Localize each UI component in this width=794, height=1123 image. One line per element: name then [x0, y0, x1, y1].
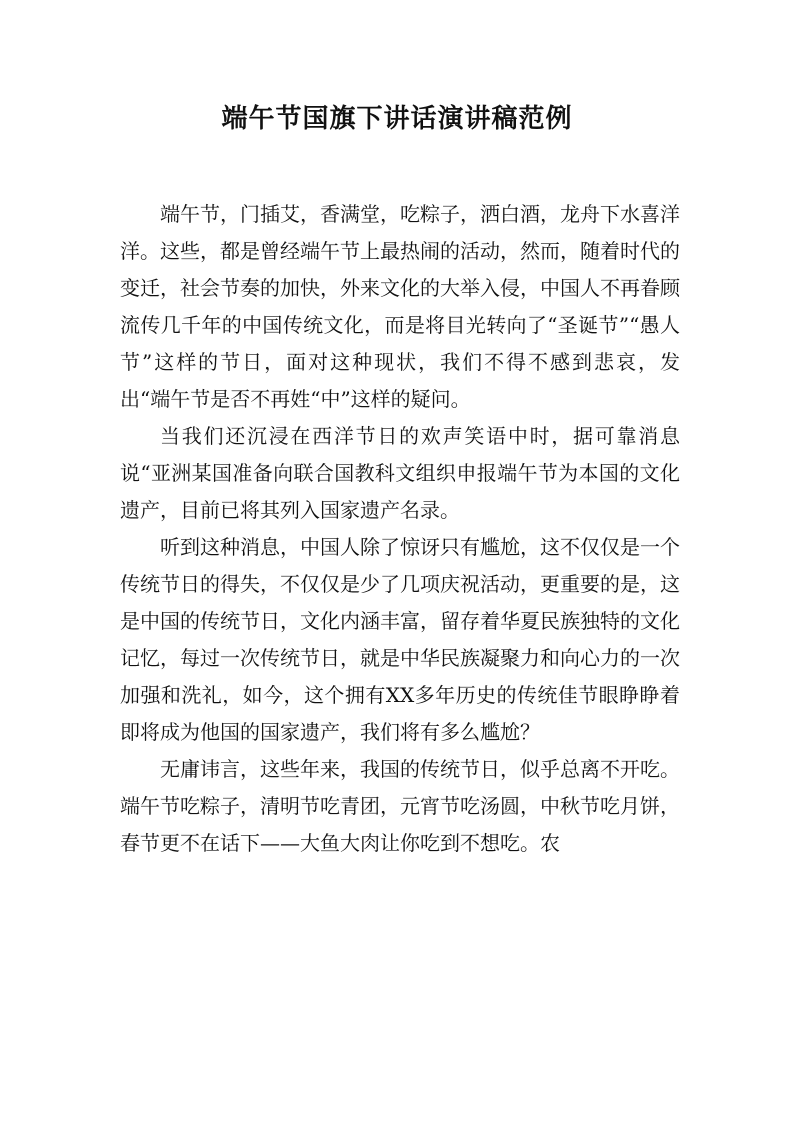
paragraph-1: 端午节，门插艾，香满堂，吃粽子，洒白酒，龙舟下水喜洋洋。这些，都是曾经端午节上最热闹的活动，然而，随着时代的变迁，社会节奏的加快，外来文化的大举入侵，中国人不再眷顾流传几千年的中国传统文化，而是将目光转向了“圣诞节”“愚人节”这样的节日，面对这种现状，我们不得不感到悲哀，发出“端午节是否不再姓“中”这样的疑问。	[120, 202, 680, 411]
paragraph-3: 听到这种消息，中国人除了惊讶只有尴尬，这不仅仅是一个传统节日的得失，不仅仅是少了几项庆祝活动，更重要的是，这是中国的传统节日，文化内涵丰富，留存着华夏民族独特的文化记忆，每过一次传统节日，就是中华民族凝聚力和向心力的一次加强和洗礼，如今，这个拥有XX多年历史的传统佳节眼睁睁着即将成为他国的国家遗产，我们将有多么尴尬？	[120, 535, 680, 744]
document-body	[120, 196, 680, 862]
document-title: 端午节国旗下讲话演讲稿范例	[221, 104, 573, 134]
paragraph-2: 当我们还沉浸在西洋节日的欢声笑语中时，据可靠消息说“亚洲某国准备向联合国教科文组织申报端午节为本国的文化遗产，目前已将其列入国家遗产名录。	[120, 424, 680, 522]
paragraph-4: 无庸讳言，这些年来，我国的传统节日，似乎总离不开吃。端午节吃粽子，清明节吃青团，元宵节吃汤圆，中秋节吃月饼，春节更不在话下——大鱼大肉让你吃到不想吃。农	[120, 757, 680, 855]
